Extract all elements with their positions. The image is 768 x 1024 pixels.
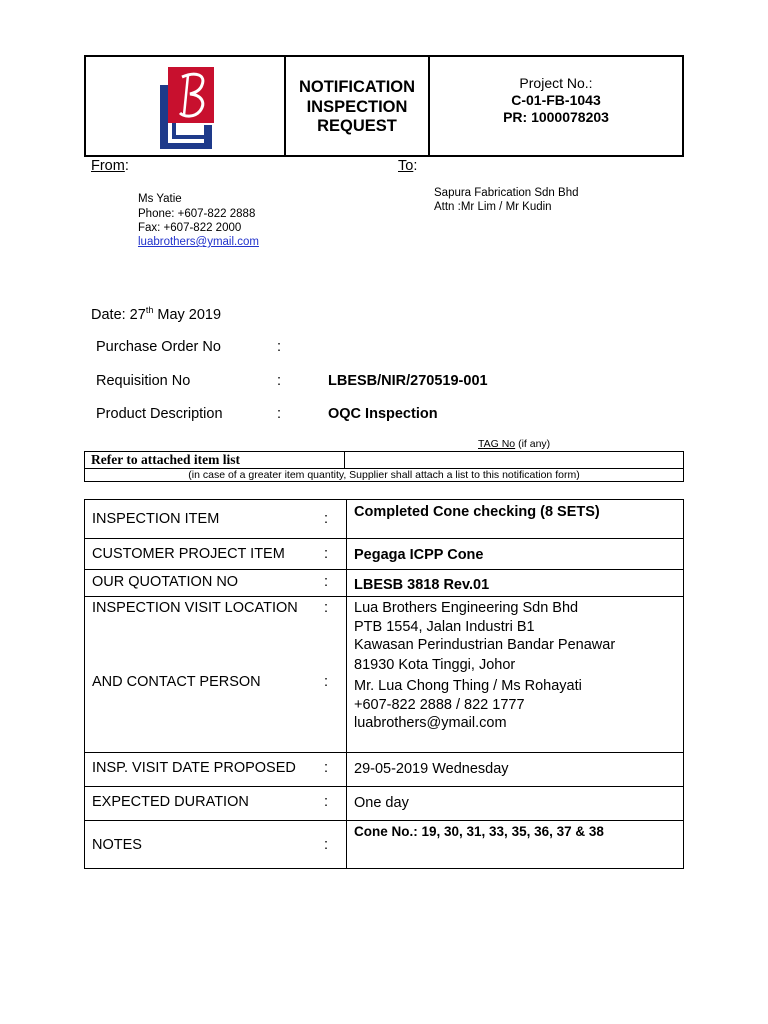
location-label: INSPECTION VISIT LOCATION (92, 600, 298, 616)
duration-label: EXPECTED DURATION (92, 794, 249, 810)
visit-date-colon: : (324, 760, 329, 776)
reference-row (85, 452, 683, 469)
logo-cell (86, 57, 286, 155)
location-line-4: 81930 Kota Tinggi, Johor (354, 657, 516, 673)
customer-project-item-label: CUSTOMER PROJECT ITEM (92, 546, 285, 562)
product-value: OQC Inspection (328, 406, 438, 422)
from-name: Ms Yatie (138, 193, 182, 205)
contact-phone: +607-822 2888 / 822 1777 (354, 697, 525, 713)
pr-number: PR: 1000078203 (503, 109, 609, 125)
contact-email: luabrothers@ymail.com (354, 715, 507, 731)
duration-colon: : (324, 794, 329, 810)
reference-note: (in case of a greater item quantity, Supplier shall attach a list to this notification form) (188, 469, 580, 481)
contact-person-label: AND CONTACT PERSON (92, 674, 261, 690)
quotation-value: LBESB 3818 Rev.01 (354, 577, 490, 593)
location-line-2: PTB 1554, Jalan Industri B1 (354, 619, 535, 635)
to-company: Sapura Fabrication Sdn Bhd (434, 187, 579, 199)
customer-project-item-value: Pegaga ICPP Cone (354, 547, 484, 563)
customer-project-item-colon: : (324, 546, 329, 562)
location-line-1: Lua Brothers Engineering Sdn Bhd (354, 600, 579, 616)
reference-divider (344, 452, 345, 468)
inspection-item-colon: : (324, 511, 329, 527)
location-colon: : (324, 600, 329, 616)
product-label: Product Description (96, 406, 223, 422)
duration-value: One day (354, 795, 409, 811)
from-heading: From: (91, 158, 129, 174)
location-line-3: Kawasan Perindustrian Bandar Penawar (354, 637, 616, 653)
po-colon: : (277, 339, 282, 355)
notes-value: Cone No.: 19, 30, 31, 33, 35, 36, 37 & 38 (354, 824, 604, 839)
date-line: Date: 27th May 2019 (91, 305, 222, 323)
row-location (85, 597, 683, 753)
contact-name: Mr. Lua Chong Thing / Ms Rohayati (354, 678, 582, 694)
inspection-item-value: Completed Cone checking (8 SETS) (354, 504, 600, 520)
contact-person-colon: : (324, 674, 329, 690)
to-heading: To: (398, 158, 418, 174)
row-notes (85, 821, 683, 868)
visit-date-value: 29-05-2019 Wednesday (354, 761, 509, 777)
requisition-colon: : (277, 373, 282, 389)
quotation-colon: : (324, 574, 329, 590)
visit-date-label: INSP. VISIT DATE PROPOSED (92, 760, 296, 776)
title-line-2: INSPECTION (306, 97, 408, 116)
notes-label: NOTES (92, 837, 142, 853)
requisition-label: Requisition No (96, 373, 191, 389)
inspection-table (84, 499, 684, 869)
row-visit-date (85, 753, 683, 787)
company-logo-icon (156, 63, 236, 153)
row-customer-project-item (85, 539, 683, 570)
tag-label: TAG No (if any) (478, 438, 551, 450)
row-quotation (85, 570, 683, 597)
title-line-1: NOTIFICATION (298, 78, 416, 96)
row-duration (85, 787, 683, 821)
item-list-reference (84, 451, 684, 482)
notes-colon: : (324, 837, 329, 853)
header-box (84, 55, 684, 157)
project-label: Project No.: (519, 75, 593, 91)
po-label: Purchase Order No (96, 339, 221, 355)
row-inspection-item (85, 500, 683, 539)
to-attn: Attn :Mr Lim / Mr Kudin (434, 201, 552, 213)
inspection-item-label: INSPECTION ITEM (92, 511, 220, 527)
from-email-link[interactable]: luabrothers@ymail.com (138, 236, 259, 248)
from-fax: Fax: +607-822 2000 (138, 222, 242, 234)
product-colon: : (277, 406, 282, 422)
requisition-value: LBESB/NIR/270519-001 (328, 373, 488, 389)
project-number: C-01-FB-1043 (511, 92, 601, 108)
title-line-3: REQUEST (317, 117, 397, 135)
reference-text: Refer to attached item list (91, 452, 240, 467)
project-cell (430, 57, 682, 155)
title-cell (286, 57, 430, 155)
from-phone: Phone: +607-822 2888 (138, 208, 256, 220)
quotation-label: OUR QUOTATION NO (92, 574, 239, 590)
